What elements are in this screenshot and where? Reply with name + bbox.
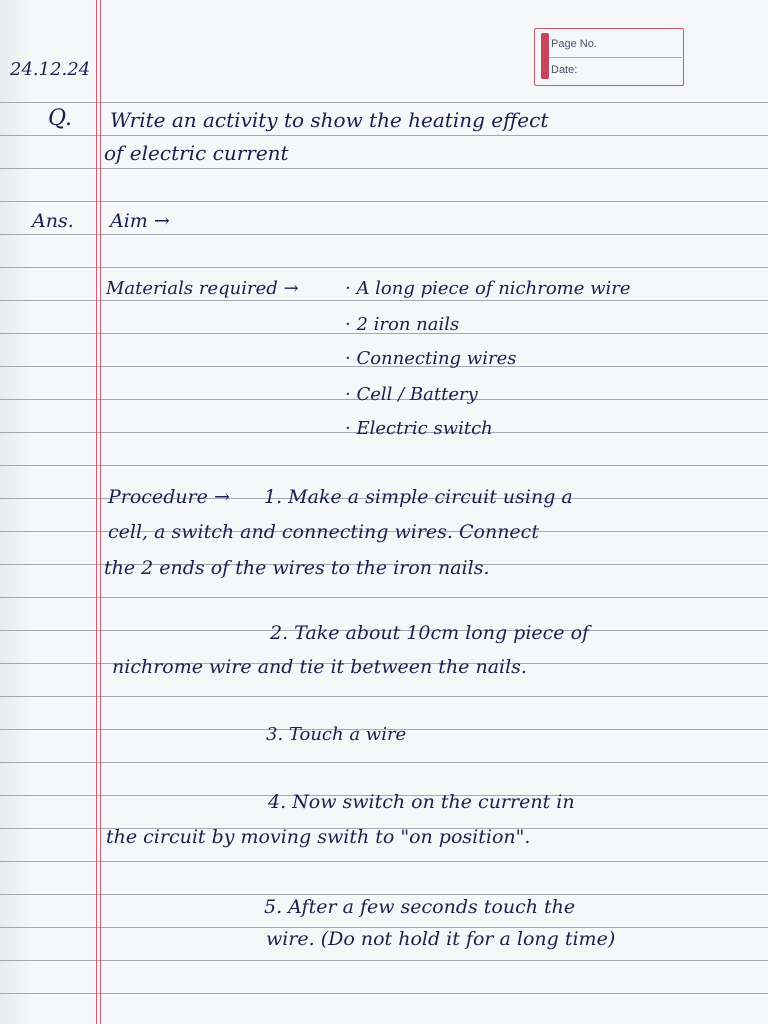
date-label: Date: — [551, 64, 578, 76]
answer-label: Ans. — [32, 210, 74, 232]
material-item: · Connecting wires — [345, 348, 517, 369]
aim-heading: Aim → — [110, 210, 170, 232]
material-item: · Cell / Battery — [345, 384, 478, 405]
procedure-line: 2. Take about 10cm long piece of — [270, 622, 590, 644]
procedure-line: the 2 ends of the wires to the iron nails. — [104, 557, 490, 579]
margin-line-right — [100, 0, 101, 1024]
procedure-line: 5. After a few seconds touch the — [264, 896, 576, 918]
procedure-line: the circuit by moving swith to "on position". — [106, 826, 531, 848]
material-item: · 2 iron nails — [345, 314, 460, 335]
material-item: · Electric switch — [345, 418, 493, 439]
question-line-1: Write an activity to show the heating effect — [110, 108, 549, 132]
question-line-2: of electric current — [104, 141, 289, 165]
procedure-line: cell, a switch and connecting wires. Connect — [108, 521, 539, 543]
procedure-line: wire. (Do not hold it for a long time) — [266, 928, 616, 950]
page-number-date-box — [534, 28, 684, 86]
material-item: · A long piece of nichrome wire — [345, 278, 631, 299]
page-no-label: Page No. — [551, 38, 597, 50]
procedure-line: 4. Now switch on the current in — [268, 791, 575, 813]
procedure-line: nichrome wire and tie it between the nails. — [112, 656, 527, 678]
procedure-line: 3. Touch a wire — [266, 724, 407, 745]
materials-heading: Materials required → — [106, 278, 299, 299]
brand-logo-icon — [541, 33, 549, 79]
question-label: Q. — [48, 106, 72, 131]
margin-line-left — [96, 0, 97, 1024]
procedure-line: 1. Make a simple circuit using a — [264, 486, 573, 508]
handwritten-date: 24.12.24 — [10, 59, 91, 80]
procedure-heading: Procedure → — [108, 486, 230, 508]
